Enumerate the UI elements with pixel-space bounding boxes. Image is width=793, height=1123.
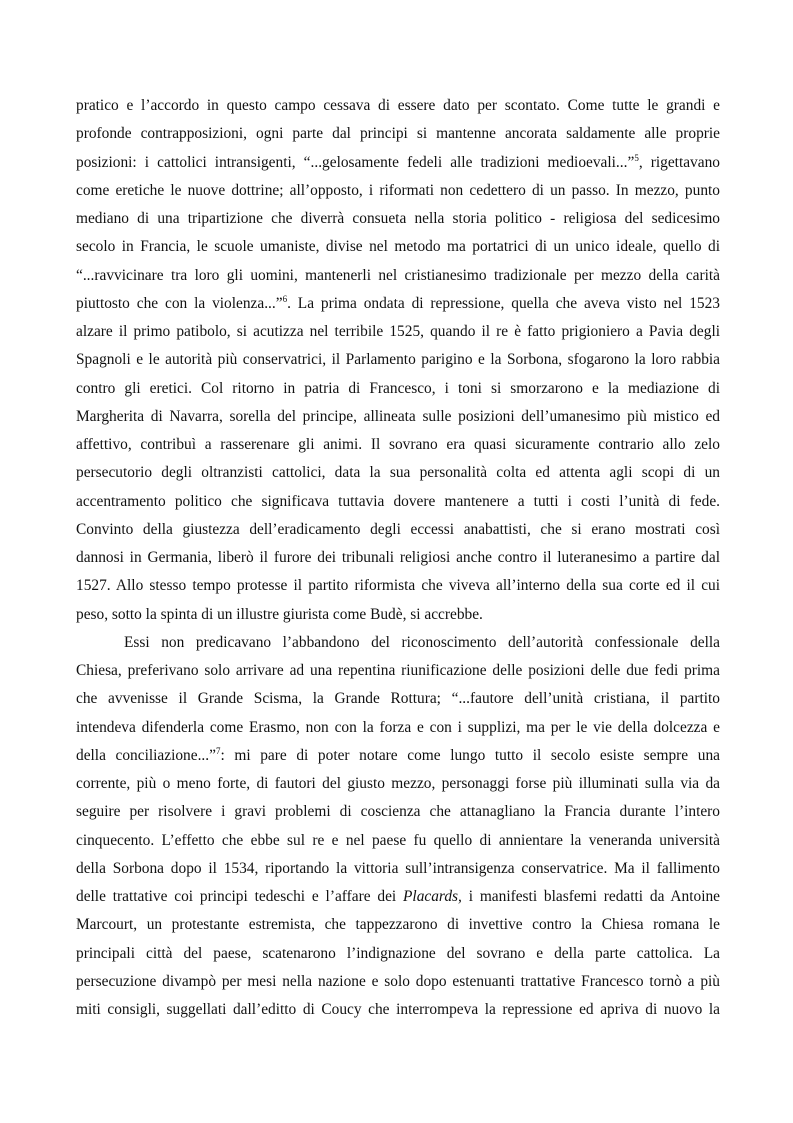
- text-segment: , rigettavano: [638, 153, 720, 171]
- italic-term: Placards,: [403, 888, 462, 905]
- text-segment: . La prima ondata di repressione, quella che aveva visto nel 1523: [287, 294, 720, 312]
- footnote-ref: 5: [634, 152, 639, 163]
- text-line: miti consigli, suggellati dall’editto di Coucy che interrompeva la repressione ed apriva di nuovo la: [76, 1001, 720, 1018]
- text-line: profonde contrapposizioni, ogni parte dal principi si mantenne ancorata saldamente alle proprie: [76, 125, 720, 143]
- paragraph: [76, 629, 720, 1025]
- text-segment: : mi pare di poter notare come lungo tutto il secolo esiste sempre una: [220, 746, 720, 764]
- text-line: cinquecento. L’effetto che ebbe sul re e nel paese fu quello di annientare la veneranda università: [76, 831, 720, 849]
- text-line: persecutorio degli oltranzisti cattolici, data la sua personalità colta ed attenta agli scopi di un: [76, 464, 720, 482]
- text-line: [76, 290, 720, 318]
- text-line: [76, 883, 720, 911]
- text-segment: posizioni: i cattolici intransigenti, “...gelosamente fedeli alle tradizioni medioevali...”: [76, 153, 635, 171]
- text-segment: piuttosto che con la violenza...”: [76, 294, 283, 312]
- text-line: intendeva difenderla come Erasmo, non con la forza e con i supplizi, ma per le vie della dolcezza e: [76, 718, 720, 736]
- text-line: contro gli eretici. Col ritorno in patria di Francesco, i toni si smorzarono e la mediazione di: [76, 379, 720, 397]
- document-page: [76, 92, 720, 1024]
- text-line: seguire per risolvere i gravi problemi di coscienza che attanagliano la Francia durante l’intero: [76, 803, 720, 821]
- text-line: Chiesa, preferivano solo arrivare ad una repentina riunificazione delle posizioni delle due fedi prima: [76, 662, 720, 679]
- text-line: dannosi in Germania, liberò il furore dei tribunali religiosi anche contro il luteranesimo a partire dal: [76, 549, 720, 566]
- text-line: come eretiche le nuove dottrine; all’opposto, i riformati non cedettero di un passo. In mezzo, punto: [76, 181, 720, 199]
- text-line: Marcourt, un protestante estremista, che tappezzarono di invettive contro la Chiesa romana le: [76, 916, 720, 934]
- text-line: della Sorbona dopo il 1534, riportando la vittoria sull’intransigenza conservatrice. Ma il fallimento: [76, 859, 720, 877]
- text-line: secolo in Francia, le scuole umaniste, divise nel metodo ma portatrici di un unico ideale, quello di: [76, 238, 720, 256]
- footnote-ref: 6: [282, 293, 288, 304]
- text-line: 1527. Allo stesso tempo protesse il partito riformista che viveva all’interno della sua corte ed il cui: [76, 577, 720, 595]
- text-segment: i manifesti blasfemi redatti da Antoine: [461, 888, 721, 905]
- footnote-ref: 7: [215, 745, 221, 756]
- text-segment: della conciliazione...”: [76, 746, 216, 764]
- text-segment: delle trattative coi principi tedeschi e l’affare dei: [76, 888, 404, 905]
- text-line: Margherita di Navarra, sorella del principe, allineata sulle posizioni dell’umanesimo più mistico ed: [76, 407, 720, 425]
- text-line: [76, 149, 720, 177]
- text-line: Convinto della giustezza dell’eradicamento degli eccessi anabattisti, che si erano mostrati così: [76, 520, 720, 538]
- text-line: peso, sotto la spinta di un illustre giurista come Budè, si accrebbe.: [76, 605, 483, 623]
- text-line: Essi non predicavano l’abbandono del riconoscimento dell’autorità confessionale della: [124, 633, 720, 651]
- text-line: [76, 742, 720, 770]
- text-line: alzare il primo patibolo, si acutizza nel terribile 1525, quando il re è fatto prigioniero a Pavia degli: [76, 323, 720, 340]
- text-line: che avvenisse il Grande Scisma, la Grande Rottura; “...fautore dell’unità cristiana, il partito: [76, 690, 720, 708]
- paragraph: [76, 92, 720, 629]
- text-line: Spagnoli e le autorità più conservatrici, il Parlamento parigino e la Sorbona, sfogarono la loro rabbia: [76, 351, 720, 369]
- text-line: pratico e l’accordo in questo campo cessava di essere dato per scontato. Come tutte le grandi e: [76, 97, 720, 114]
- text-line: persecuzione divampò per mesi nella nazione e solo dopo estenuanti trattative Francesco tornò a più: [76, 972, 720, 990]
- text-line: mediano di una tripartizione che diverrà consueta nella storia politico - religiosa del sedicesimo: [76, 210, 720, 227]
- text-line: corrente, più o meno forte, di fautori del giusto mezzo, personaggi forse più illuminati sulla via da: [76, 775, 720, 792]
- text-line: accentramento politico che significava tuttavia dovere mantenere a tutti i costi l’unità di fede.: [76, 492, 720, 510]
- text-line: affettivo, contribuì a rasserenare gli animi. Il sovrano era quasi sicuramente contrario allo zelo: [76, 436, 720, 453]
- text-line: principali città del paese, scatenarono l’indignazione del sovrano e della parte cattolica. La: [76, 944, 720, 962]
- text-line: “...ravvicinare tra loro gli uomini, mantenerli nel cristianesimo tradizionale per mezzo della carità: [76, 266, 720, 284]
